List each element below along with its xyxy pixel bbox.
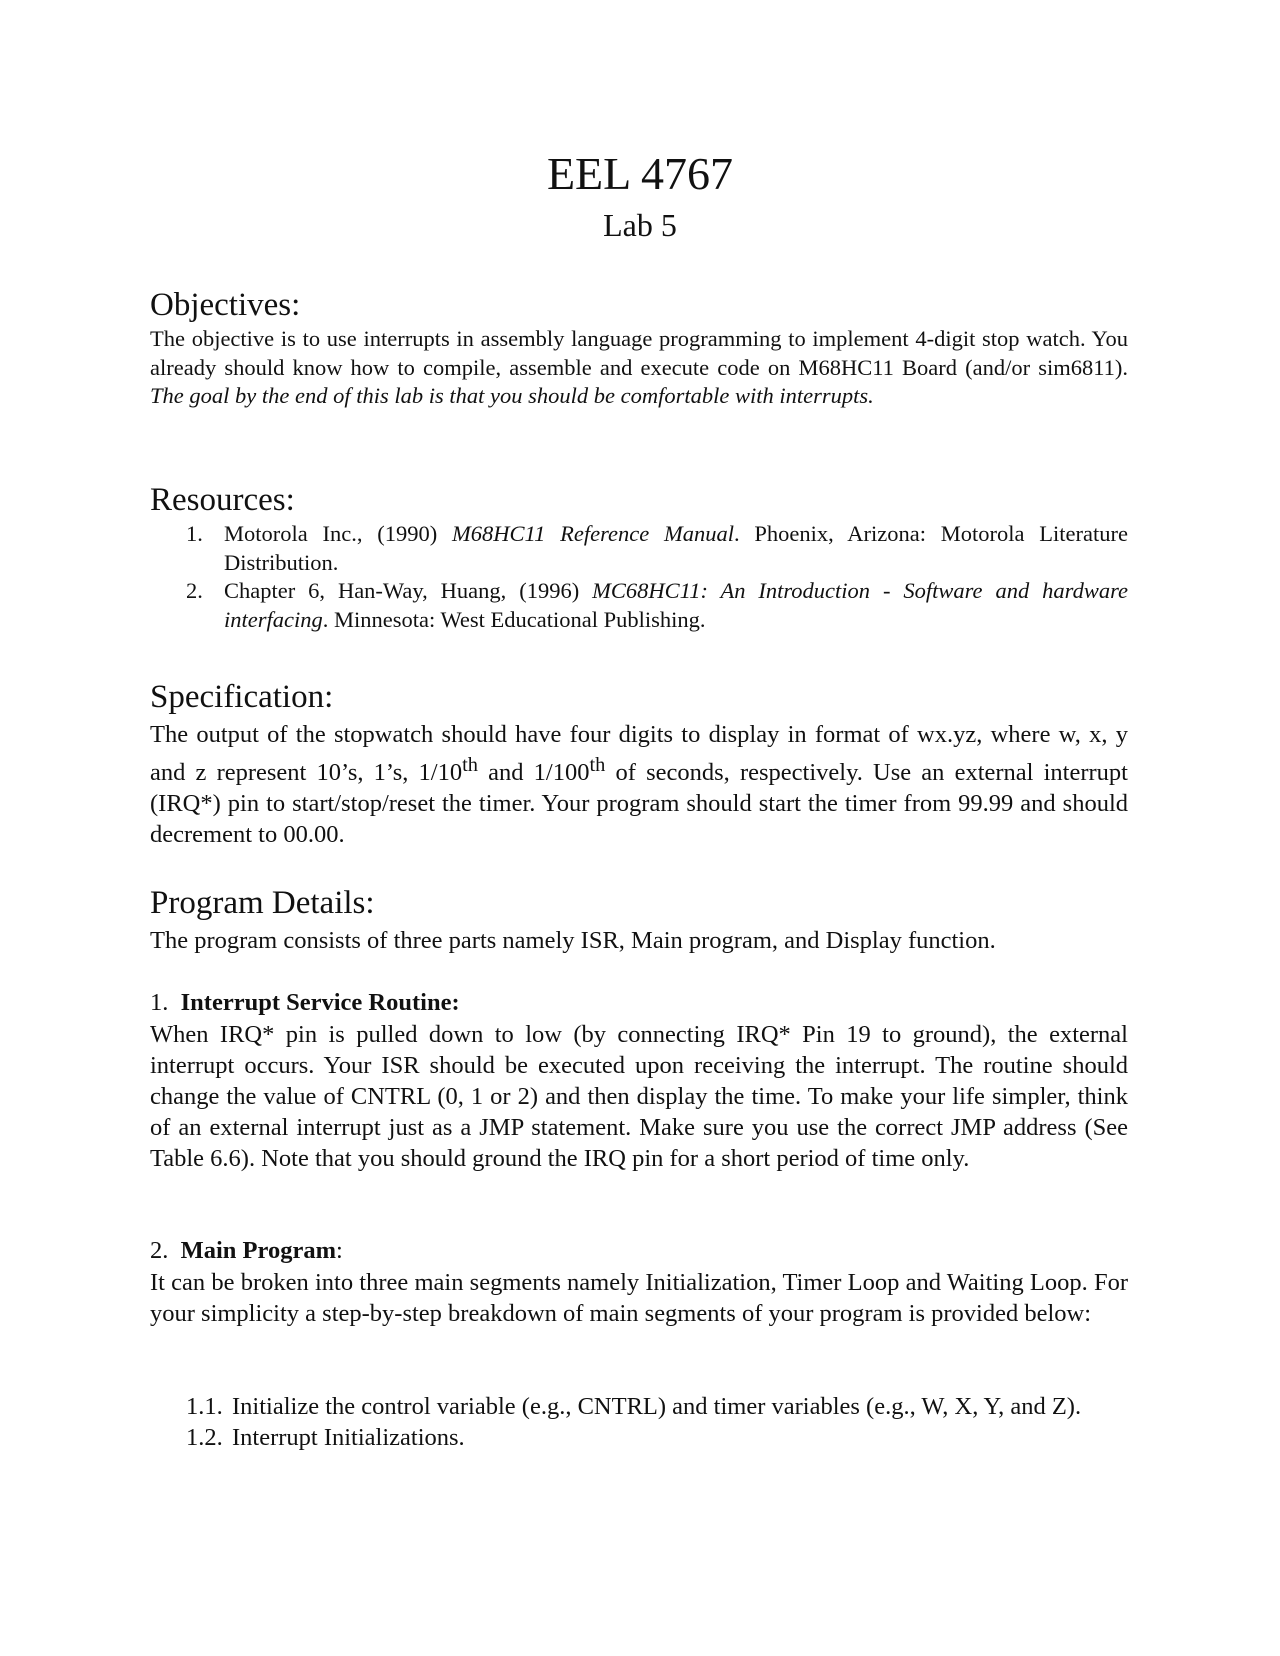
isr-title: Interrupt Service Routine: <box>180 989 460 1016</box>
resources-heading: Resources: <box>150 482 295 518</box>
resource-item <box>186 577 1128 634</box>
resource-title: M68HC11 Reference Manual <box>452 521 734 546</box>
isr-paragraph: When IRQ* pin is pulled down to low (by connecting IRQ* Pin 19 to ground), the external interrupt occurs. Your ISR should be executed upon receiving the interrupt. The routine should change the value of CNTRL (0, 1 or 2) and then display the time. To make your life simpler, think of an external interrupt just as a JMP statement. Make sure you use the correct JMP address (See Table 6.6). Note that you should ground the IRQ pin for a short period of time only. <box>150 1021 1128 1172</box>
main-program-number: 2. <box>150 1237 169 1264</box>
main-program-title: Main Program <box>180 1237 336 1264</box>
step-number: 1.2. <box>186 1424 223 1451</box>
objectives-heading: Objectives: <box>150 287 301 323</box>
step-text: Interrupt Initializations. <box>232 1424 465 1451</box>
document-subtitle: Lab 5 <box>603 207 677 243</box>
title-block <box>0 148 1280 244</box>
step-text: Initialize the control variable (e.g., CNTRL) and timer variables (e.g., W, X, Y, and Z). <box>232 1393 1082 1420</box>
step-item <box>186 1391 1128 1422</box>
document-title: EEL 4767 <box>546 148 734 199</box>
resource-item <box>186 520 1128 577</box>
resource-citation: Chapter 6, Han-Way, Huang, (1996) MC68HC11: An Introduction - Software and hardware interfacing. Minnesota: West Educational Publishing. <box>224 578 1128 632</box>
resource-number: 1. <box>186 521 203 546</box>
resources-list <box>186 520 1128 634</box>
isr-subheading <box>150 987 1128 1018</box>
resource-number: 2. <box>186 578 203 603</box>
main-program-steps <box>186 1391 1128 1453</box>
main-program-subheading: 2. Main Program: <box>150 1237 343 1264</box>
objectives-text: The objective is to use interrupts in assembly language programming to implement 4-digit stop watch. You already should know how to compile, assemble and execute code on M68HC11 Board (and/or sim6811). <box>150 326 1128 380</box>
resource-title: MC68HC11: An Introduction - Software and hardware interfacing <box>224 578 1128 632</box>
main-program-paragraph: It can be broken into three main segments namely Initialization, Timer Loop and Waiting Loop. For your simplicity a step-by-step breakdown of main segments of your program is provided below: <box>150 1269 1128 1327</box>
program-details-heading: Program Details: <box>150 885 375 921</box>
program-details-intro: The program consists of three parts namely ISR, Main program, and Display function. <box>150 927 996 954</box>
objectives-goal: The goal by the end of this lab is that you should be comfortable with interrupts. <box>150 383 874 408</box>
specification-heading: Specification: <box>150 679 334 715</box>
isr-number: 1. <box>150 989 169 1016</box>
specification-paragraph: The output of the stopwatch should have four digits to display in format of wx.yz, where w, x, y and z represent 10’s, 1’s, 1/10th and 1/100th of seconds, respectively. Use an external interrupt (IRQ*) pin to start/stop/reset the timer. Your program should start the timer from 99.99 and should decrement to 00.00. <box>150 721 1128 849</box>
step-number: 1.1. <box>186 1393 223 1420</box>
step-item <box>186 1422 1128 1453</box>
objectives-paragraph <box>150 325 1128 411</box>
resource-citation: Motorola Inc., (1990) M68HC11 Reference Manual. Phoenix, Arizona: Motorola Literature Distribution. <box>224 521 1128 575</box>
